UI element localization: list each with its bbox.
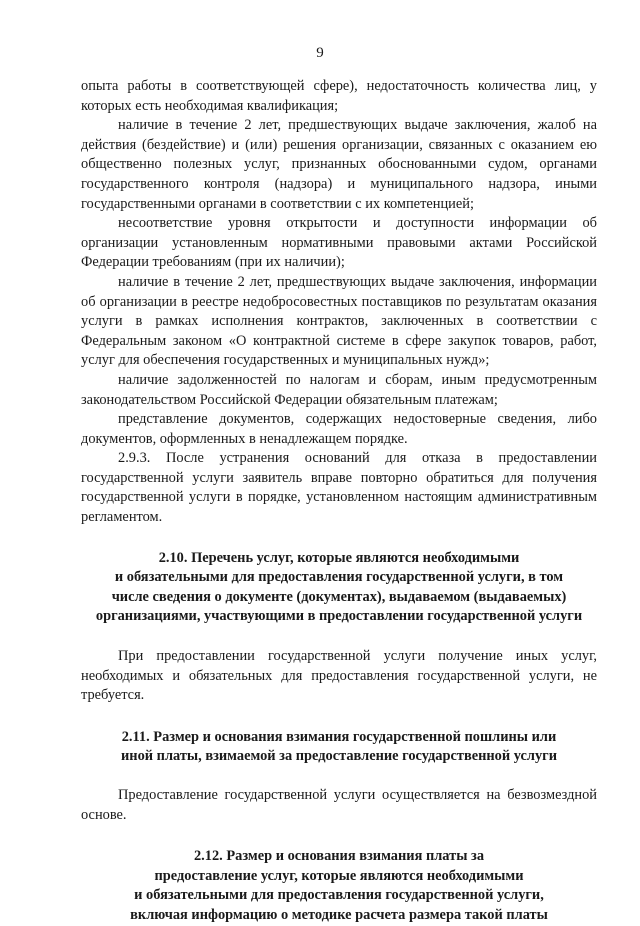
paragraph: наличие задолженностей по налогам и сборам, иным предусмотренным законодательством Российской Федерации обязательным платежам; bbox=[81, 371, 597, 408]
paragraph: представление документов, содержащих недостоверные сведения, либо документов, оформленных в ненадлежащем порядке. bbox=[81, 411, 597, 447]
page-body bbox=[81, 77, 597, 926]
page-number: 9 bbox=[316, 45, 324, 61]
paragraph: несоответствие уровня открытости и доступности информации об организации установленным нормативными правовыми актами Российской Федерации требованиям (при их наличии); bbox=[81, 215, 597, 271]
heading-line: включая информацию о методике расчета размера такой платы bbox=[130, 906, 548, 923]
paragraph: 2.9.3. После устранения оснований для отказа в предоставлении государственной услуги заявитель вправе повторно обратиться для получения государственной услуги в порядке, установленном настоящим административным регламентом. bbox=[81, 450, 597, 526]
heading-line: 2.11. Размер и основания взимания государственной пошлины или bbox=[121, 728, 557, 745]
paragraph: наличие в течение 2 лет, предшествующих выдаче заключения, информации об организации в реестре недобросовестных поставщиков по результатам оказания услуги в рамках исполнения контрактов, заключенных в соответствии с Федеральным законом «О контрактной системе в сфере закупок товаров, работ, услуг для обеспечения государственных и муниципальных нужд»; bbox=[81, 273, 597, 369]
heading-line: предоставление услуг, которые являются необходимыми bbox=[154, 867, 524, 884]
heading-line: числе сведения о документе (документах), выдаваемом (выдаваемых) bbox=[111, 588, 567, 605]
section-2-11-text: Предоставление государственной услуги осуществляется на безвозмездной основе. bbox=[81, 787, 597, 823]
section-heading-2-12 bbox=[81, 847, 597, 925]
section-heading-2-10 bbox=[81, 549, 597, 627]
heading-line: 2.12. Размер и основания взимания платы за bbox=[193, 848, 485, 865]
heading-line: и обязательными для предоставления государственной услуги, bbox=[134, 887, 544, 904]
section-heading-2-11 bbox=[81, 728, 597, 767]
heading-line: иной платы, взимаемой за предоставление государственной услуги bbox=[120, 748, 558, 765]
heading-line: 2.10. Перечень услуг, которые являются необходимыми bbox=[158, 549, 520, 566]
paragraph: опыта работы в соответствующей сфере), недостаточность количества лиц, у которых есть необходимая квалификация; bbox=[81, 78, 597, 114]
section-2-10-text: При предоставлении государственной услуги получение иных услуг, необходимых и обязательных для предоставления государственной услуги, не требуется. bbox=[81, 648, 597, 704]
heading-line: и обязательными для предоставления государственной услуги, в том bbox=[114, 569, 564, 586]
heading-line: организациями, участвующими в предоставлении государственной услуги bbox=[95, 608, 583, 625]
paragraph: наличие в течение 2 лет, предшествующих выдаче заключения, жалоб на действия (бездействие) и (или) решения организации, связанных с оказанием ею общественно полезных услуг, признанных обоснованными судом, органами государственного контроля (надзора) и муниципального надзора, иными государственными органами в соответствии с их компетенцией; bbox=[81, 117, 597, 212]
